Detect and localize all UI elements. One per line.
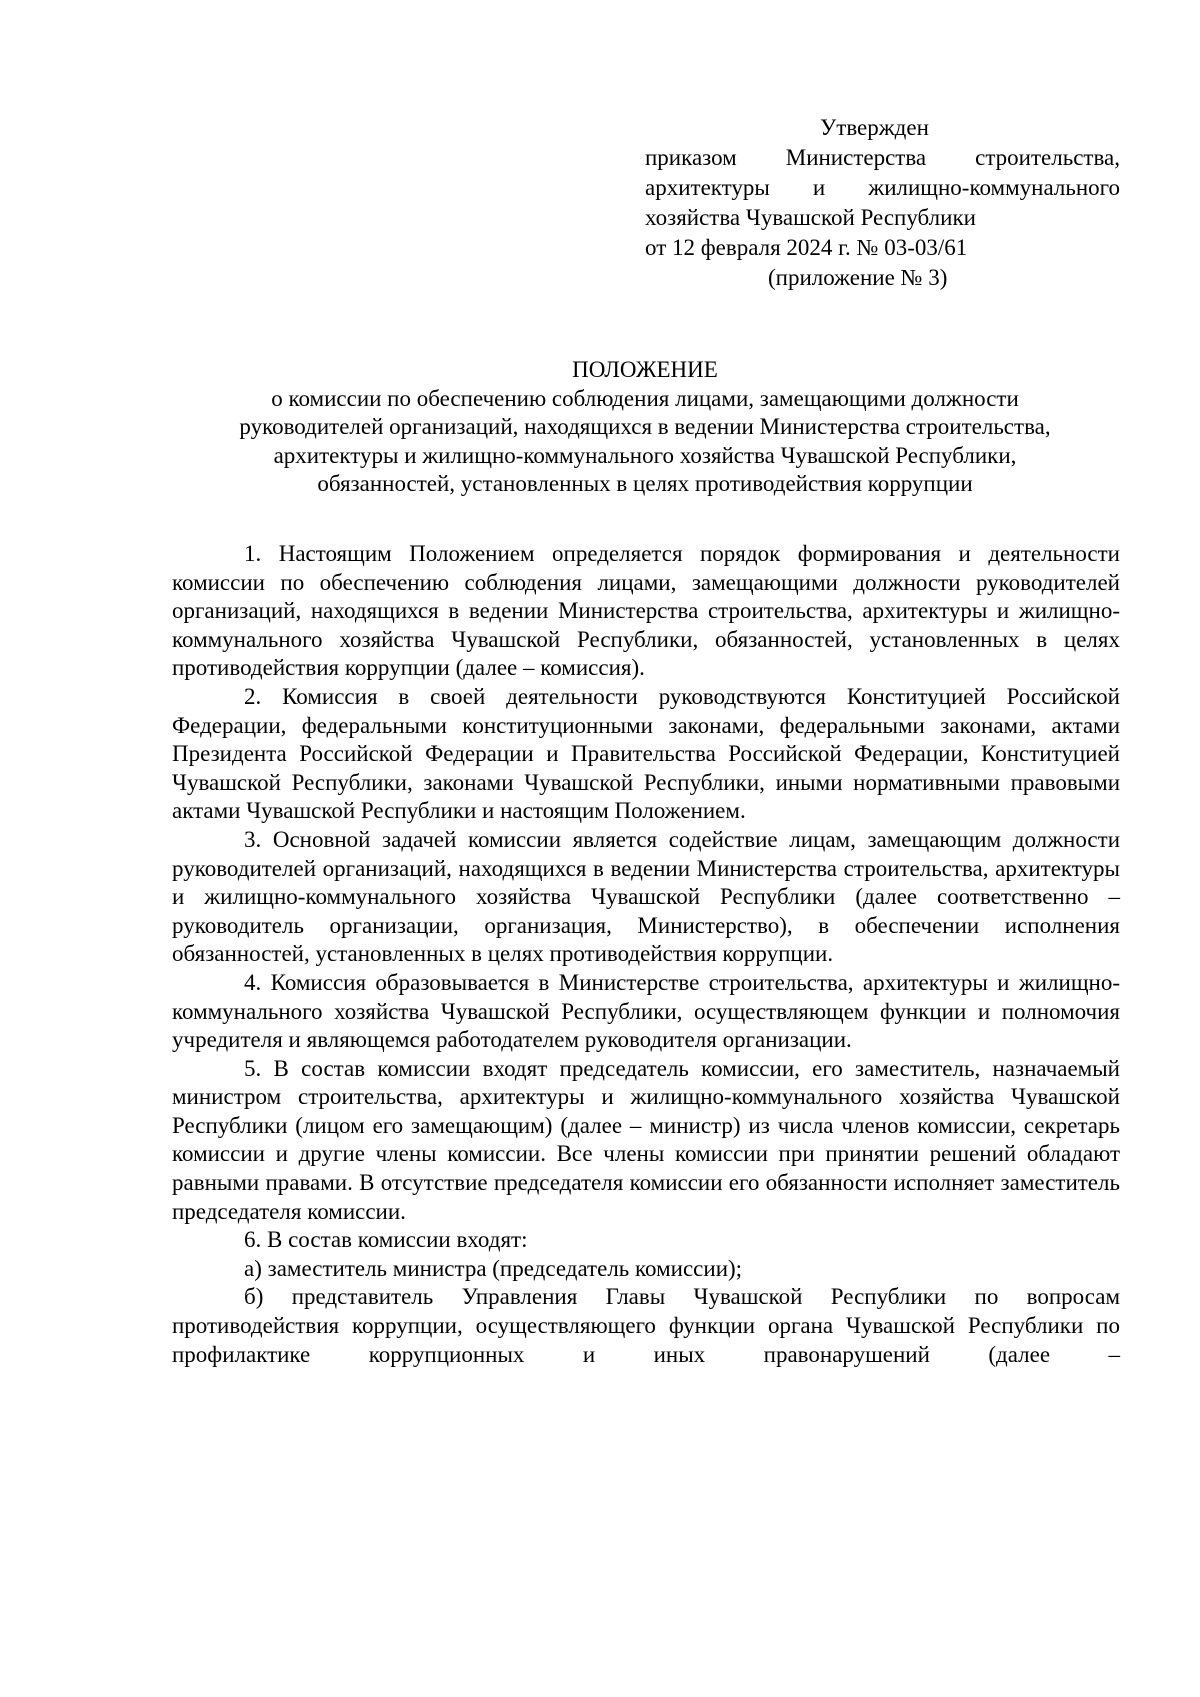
document-subtitle-line-2: руководителей организаций, находящихся в ведении Министерства строительства, bbox=[239, 414, 1051, 439]
approval-line-order: приказом Министерства строительства, bbox=[645, 145, 1120, 170]
approval-title: Утвержден bbox=[820, 115, 929, 140]
approval-line-date-number: от 12 февраля 2024 г. № 03-03/61 bbox=[645, 235, 968, 260]
document-title: ПОЛОЖЕНИЕ bbox=[572, 357, 718, 382]
document-subtitle-line-3: архитектуры и жилищно-коммунального хозяйства Чувашской Республики, bbox=[273, 442, 1017, 468]
paragraph-1: 1. Настоящим Положением определяется порядок формирования и деятельности комиссии по обеспечению соблюдения лицами, замещающими должности руководителей организаций, находящихся в ведении Министерства строительства, архитектуры и жилищно-коммунального хозяйства Чувашской Республики, обязанностей, установленных в целях противодействия коррупции (далее – комиссия). bbox=[172, 541, 1120, 681]
approval-stamp bbox=[645, 113, 1120, 293]
paragraph-3: 3. Основной задачей комиссии является содействие лицам, замещающим должности руководителей организаций, находящихся в ведении Министерства строительства, архитектуры и жилищно-коммунального хозяйства Чувашской Республики (далее соответственно – руководитель организации, организация, Министерство), в обеспечении исполнения обязанностей, установленных в целях противодействия коррупции. bbox=[172, 826, 1120, 967]
paragraph-4: 4. Комиссия образовывается в Министерстве строительства, архитектуры и жилищно-коммунального хозяйства Чувашской Республики, осуществляющем функции и полномочия учредителя и являющемся работодателем руководителя организации. bbox=[172, 969, 1120, 1053]
document-subtitle-line-1: о комиссии по обеспечению соблюдения лицами, замещающими должности bbox=[271, 385, 1019, 411]
paragraph-2: 2. Комиссия в своей деятельности руководствуются Конституцией Российской Федерации, федеральными конституционными законами, федеральными законами, актами Президента Российской Федерации и Правительства Российской Федерации, Конституцией Чувашской Республики, законами Чувашской Республики, иными нормативными правовыми актами Чувашской Республики и настоящим Положением. bbox=[172, 683, 1120, 824]
paragraph-5: 5. В состав комиссии входят председатель комиссии, его заместитель, назначаемый министром строительства, архитектуры и жилищно-коммунального хозяйства Чувашской Республики (лицом его замещающим) (далее – министр) из числа членов комиссии, секретарь комиссии и другие члены комиссии. Все члены комиссии при принятии решений обладают равными правами. В отсутствие председателя комиссии его обязанности исполняет заместитель председателя комиссии. bbox=[172, 1055, 1120, 1224]
document-subtitle-line-4: обязанностей, установленных в целях противодействия коррупции bbox=[317, 471, 973, 496]
approval-line-economy: хозяйства Чувашской Республики bbox=[645, 205, 976, 230]
document-body bbox=[172, 540, 1120, 1369]
document-heading bbox=[170, 356, 1120, 499]
paragraph-6a: а) заместитель министра (председатель комиссии); bbox=[244, 1255, 743, 1281]
approval-annex: (приложение № 3) bbox=[768, 265, 948, 290]
approval-line-architecture: архитектуры и жилищно-коммунального bbox=[645, 175, 1120, 200]
paragraph-6: 6. В состав комиссии входят: bbox=[244, 1227, 528, 1253]
paragraph-6b: б) представитель Управления Главы Чувашской Республики по вопросам противодействия коррупции, осуществляющего функции органа Чувашской Республики по профилактике коррупционных и иных правонарушений (далее – bbox=[172, 1284, 1120, 1367]
